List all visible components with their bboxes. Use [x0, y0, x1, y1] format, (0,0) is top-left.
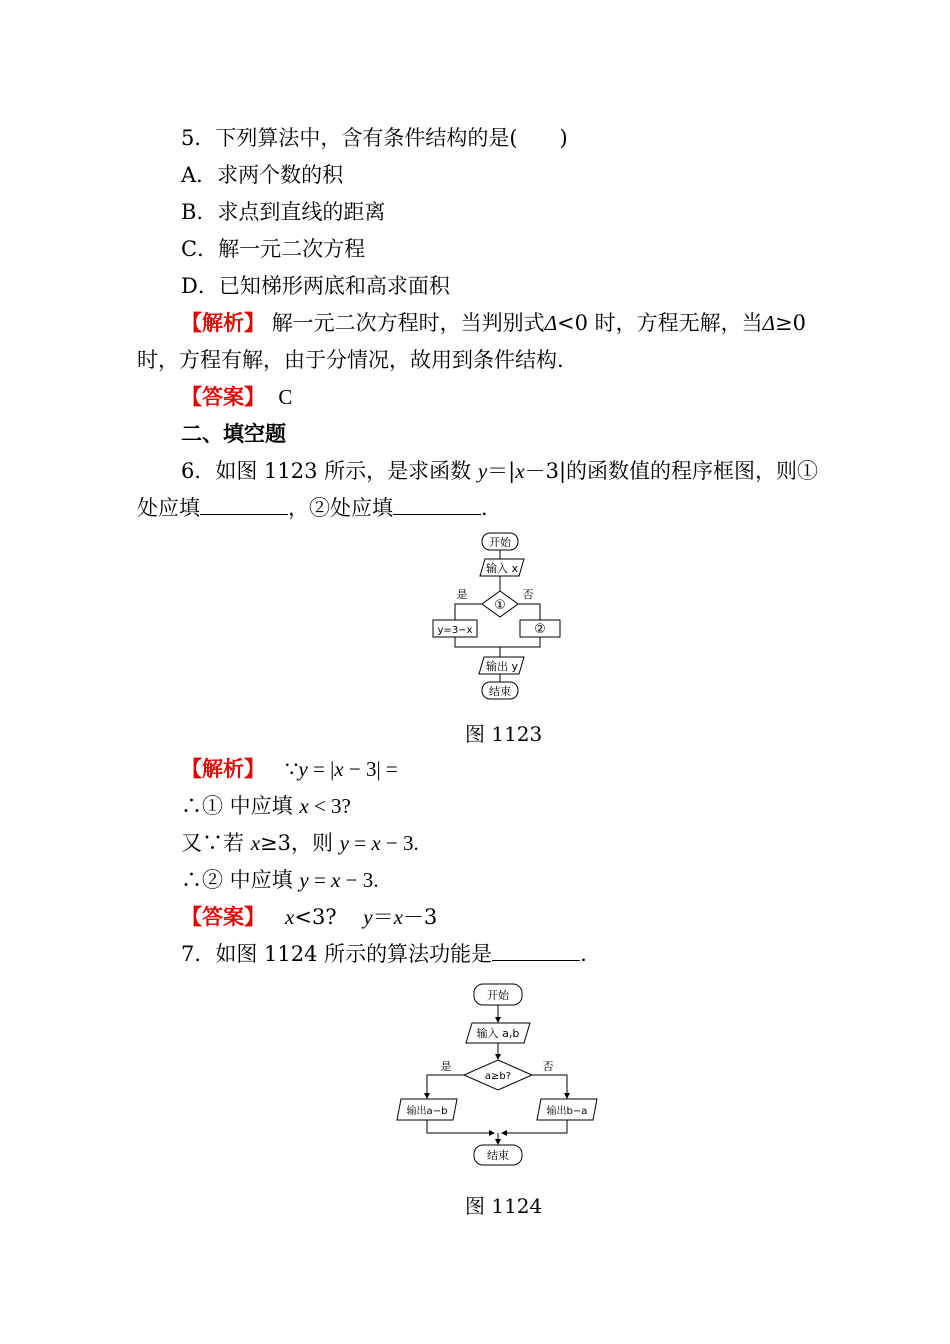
q6-stem-c: －3|的函数值的程序框图，则①: [524, 459, 819, 483]
q6-step2-x2: x: [371, 831, 381, 855]
q6-step3-b: =: [308, 868, 332, 892]
q6-blank-2[interactable]: [393, 494, 481, 515]
q6-answer-tag: 【答案】: [181, 904, 265, 929]
fc1-output: 输出 y: [485, 660, 519, 673]
q7-stem-a: 7．如图 1124 所示的算法功能是: [181, 942, 493, 966]
q6-step2: [181, 829, 419, 857]
q6-step2-b: ≥3，则: [260, 831, 340, 855]
q7-blank[interactable]: [492, 940, 580, 961]
figure-caption-1123: 图 1123: [465, 722, 543, 746]
q6-step2-a: 又∵若: [181, 831, 251, 855]
q6-step1-b: < 3?: [308, 794, 351, 818]
q6-analysis-because: ∵: [285, 757, 299, 781]
q6-blank-1[interactable]: [200, 494, 288, 515]
q6-step3-c: − 3.: [340, 868, 379, 892]
q5-analysis-delta-1: Δ: [544, 311, 558, 335]
fc2-end: 结束: [487, 1149, 509, 1162]
q6-answer-x: x: [285, 905, 295, 929]
q6-step3-a: ∴② 中应填: [181, 868, 300, 892]
q5-analysis-text-b: <0 时，方程无解，当: [557, 311, 763, 335]
q6-answer-c: －3: [402, 905, 438, 929]
q6-stem-a: 6．如图 1123 所示，是求函数: [181, 459, 478, 483]
q5-option-c: C．解一元二次方程: [181, 237, 366, 261]
q6-stem-b: ＝|: [487, 459, 516, 483]
q6-step3-x: x: [331, 868, 341, 892]
q5-analysis-text-c: ≥0: [774, 311, 806, 335]
fc1-input: 输入 x: [485, 562, 519, 575]
q6-stem-f: .: [481, 496, 488, 520]
fc1-yes: 是: [456, 588, 468, 601]
q7-stem: [181, 940, 587, 968]
q6-step2-x: x: [250, 831, 261, 855]
section-title: 二、填空题: [181, 421, 286, 446]
q5-analysis-line2: 时，方程有解，由于分情况，故用到条件结构.: [137, 348, 564, 372]
q6-stem-y: y: [477, 459, 488, 483]
q5-option-a: A．求两个数的积: [181, 163, 344, 187]
fc1-cond: ①: [494, 598, 506, 613]
q5-analysis-delta-2: Δ: [762, 311, 775, 335]
fc2-cond: a≥b?: [484, 1071, 512, 1082]
q6-step2-y: y: [339, 831, 349, 855]
flowchart-1123: [420, 530, 580, 705]
q6-analysis-line: [181, 755, 398, 783]
fc2-input: 输入 a,b: [476, 1027, 520, 1040]
q6-stem-line2: [137, 494, 488, 522]
fc2-left-output: 输出a−b: [406, 1106, 448, 1117]
fc1-end: 结束: [489, 685, 511, 698]
q6-stem-line1: [181, 457, 818, 485]
q5-stem: 5．下列算法中，含有条件结构的是( ): [181, 126, 568, 150]
q6-answer-a: <3?: [294, 905, 337, 929]
fc1-no: 否: [522, 588, 534, 601]
fc1-left-box: y=3−x: [437, 625, 473, 636]
q7-stem-b: .: [580, 942, 587, 966]
q5-analysis-line1: [181, 309, 806, 337]
q6-stem-x: x: [515, 459, 525, 483]
q5-option-b: B．求点到直线的距离: [181, 200, 386, 224]
q6-answer-b: ＝: [372, 905, 394, 929]
fc2-start: 开始: [487, 989, 509, 1002]
flowchart-1124: [390, 980, 610, 1170]
q5-answer: C: [278, 385, 293, 409]
fc2-right-output: 输出b−a: [546, 1106, 588, 1117]
q6-analysis-b: = |: [307, 757, 335, 781]
q6-step1-a: ∴① 中应填: [181, 794, 300, 818]
fc2-no: 否: [542, 1060, 554, 1073]
q6-step3-y: y: [299, 868, 309, 892]
q6-answer-line: [181, 903, 437, 931]
q5-answer-line: [181, 383, 292, 411]
q5-analysis-tag: 【解析】: [181, 310, 265, 335]
q6-answer-x2: x: [393, 905, 403, 929]
q6-answer-y: y: [363, 905, 373, 929]
q6-step1-x: x: [299, 794, 309, 818]
q6-step2-d: − 3.: [380, 831, 419, 855]
q6-stem-e: ，②处应填: [288, 496, 393, 520]
figure-caption-1124: 图 1124: [465, 1194, 543, 1218]
q6-analysis-x: x: [334, 757, 344, 781]
q5-analysis-text-a: 解一元二次方程时，当判别式: [271, 311, 545, 335]
fc1-right-box: ②: [534, 622, 546, 637]
fc1-start: 开始: [489, 536, 511, 549]
q6-step2-c: =: [348, 831, 372, 855]
q5-option-d: D．已知梯形两底和高求面积: [181, 274, 450, 298]
q6-stem-d: 处应填: [137, 496, 200, 520]
q6-analysis-y: y: [298, 757, 308, 781]
q6-analysis-c: − 3| =: [343, 757, 398, 781]
q5-answer-tag: 【答案】: [181, 384, 265, 409]
q6-analysis-tag: 【解析】: [181, 756, 265, 781]
fc2-yes: 是: [440, 1060, 452, 1073]
q6-step1: [181, 792, 351, 820]
q6-step3: [181, 866, 378, 894]
